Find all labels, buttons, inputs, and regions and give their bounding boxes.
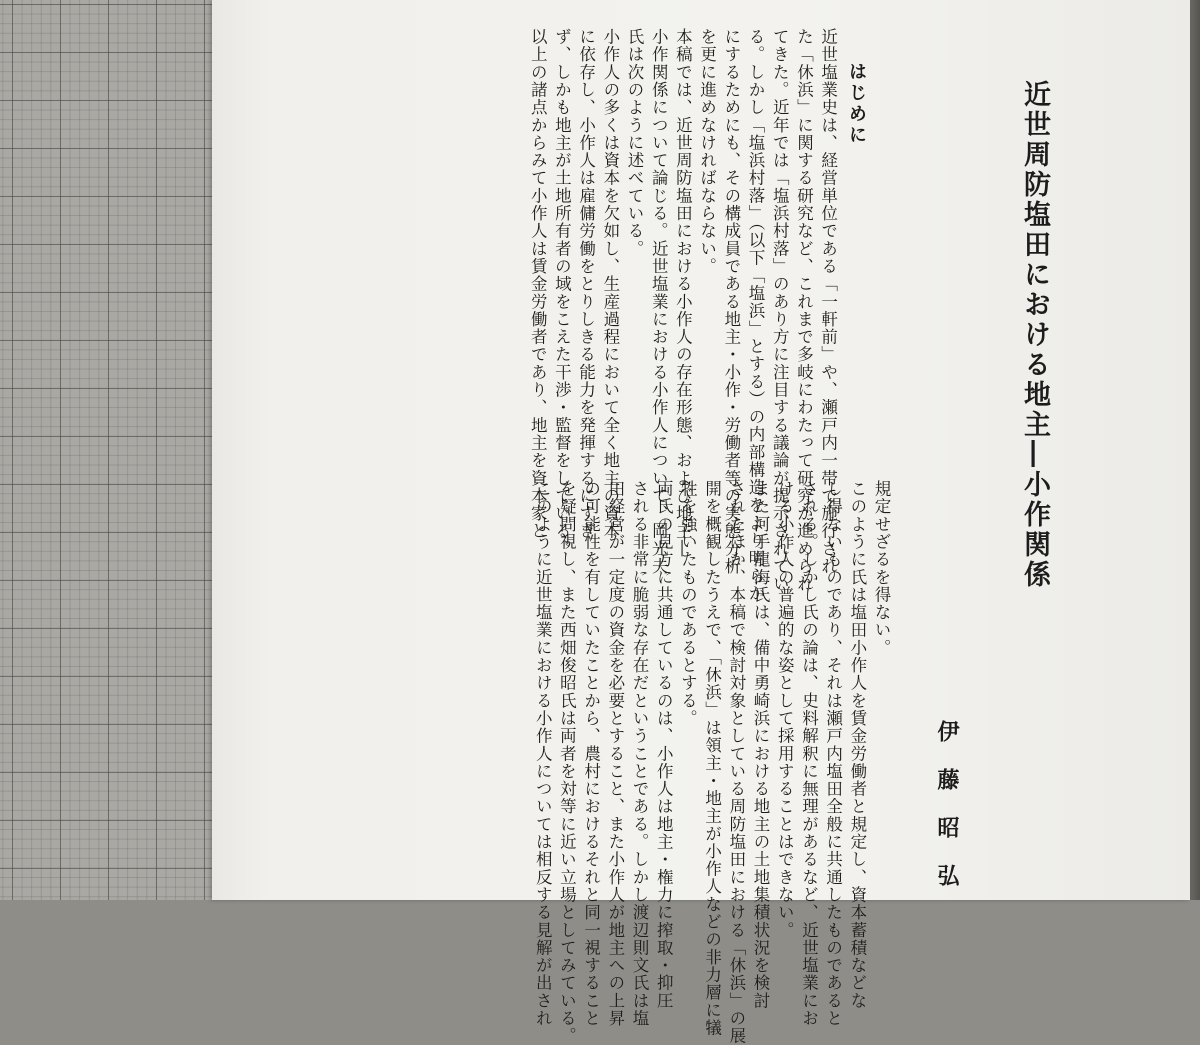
text-line: また河手龍海氏は、備中勇崎浜における地主の土地集積状況を検討 — [751, 480, 771, 1010]
text-line: されたほか、本稿で検討対象としている周防塩田における「休浜」の展 — [726, 480, 746, 1045]
text-line: 両氏の見方に共通しているのは、小作人は地主・権力に搾取・抑圧 — [654, 480, 674, 1010]
article-author: 伊藤昭弘 — [934, 720, 960, 912]
text-line: し得ないものであり、それは瀬戸内塩田全般に共通したものであると — [823, 480, 843, 1028]
text-line: このように氏は塩田小作人を賃金労働者と規定し、資本蓄積などな — [847, 480, 867, 1010]
text-line: の可能性を有していたことから、農村におけるそれと同一視すること — [581, 480, 601, 1028]
text-line: 近世塩業史は、経営単位である「一軒前」や、瀬戸内一帯で施行され — [818, 28, 838, 576]
text-line: 規定せざるを得ない。 — [872, 480, 892, 657]
quote-line: 以上の諸点からみて小作人は賃金労働者であり、地主を資本家と — [528, 28, 548, 540]
text-line: を疑問視し、また西畑俊昭氏は両者を対等に近い立場としてみている。 — [557, 480, 577, 1045]
text-line: てきた。近年では「塩浜村落」のあり方に注目する議論が提示されてい — [770, 28, 790, 593]
article-title: 近世周防塩田における地主―小作関係 — [1019, 80, 1050, 590]
text-line: 小作関係について論じる。近世塩業における小作人について、岡光夫 — [649, 28, 669, 576]
body-text-introduction-block — [525, 28, 840, 603]
text-line: ける小作人の普遍的な姿として採用することはできない。 — [775, 480, 795, 939]
text-line: される非常に脆弱な存在だということである。しかし渡辺則文氏は塩 — [630, 480, 650, 1028]
text-line: た「休浜」に関する研究など、これまで多岐にわたって研究が進められ — [794, 28, 814, 593]
body-text-upper-block — [530, 480, 893, 1045]
text-line: 牲を強いたものであるとする。 — [678, 480, 698, 728]
quote-line: ず、しかも地主が土地所有者の域をこえた干渉・監督をしている。 — [552, 28, 572, 558]
text-line: 氏は次のように述べている。 — [625, 28, 645, 258]
text-line: る。しかし「塩浜村落」（以下「塩浜」とする）の内部構造をより明らか — [746, 28, 766, 603]
quote-line: 小作人の多くは資本を欠如し、生産過程において全く地主の資本 — [600, 28, 620, 540]
quote-line: に依存し、小作人は雇傭労働をとりしきる能力を発揮するにすぎ — [576, 28, 596, 540]
text-line: 田経営が一定度の資金を必要とすること、また小作人が地主への上昇 — [605, 480, 625, 1028]
text-line: にするためにも、その構成員である地主・小作・労働者等の実態分析 — [721, 28, 741, 576]
text-line: を更に進めなければならない。 — [697, 28, 717, 276]
text-line: このように近世塩業における小作人については相反する見解が出され — [533, 480, 553, 1028]
text-line: 本稿では、近世周防塩田における小作人の存在形態、および地主― — [673, 28, 693, 558]
section-heading: はじめに — [846, 62, 867, 146]
book-page — [212, 0, 1190, 1045]
cutting-mat-background — [0, 0, 215, 900]
text-line: 開を概観したうえで、「休浜」は領主・地主が小作人などの非力層に犠 — [702, 480, 722, 1037]
text-line: される。しかし氏の論は、史料解釈に無理があるなど、近世塩業にお — [799, 480, 819, 1028]
